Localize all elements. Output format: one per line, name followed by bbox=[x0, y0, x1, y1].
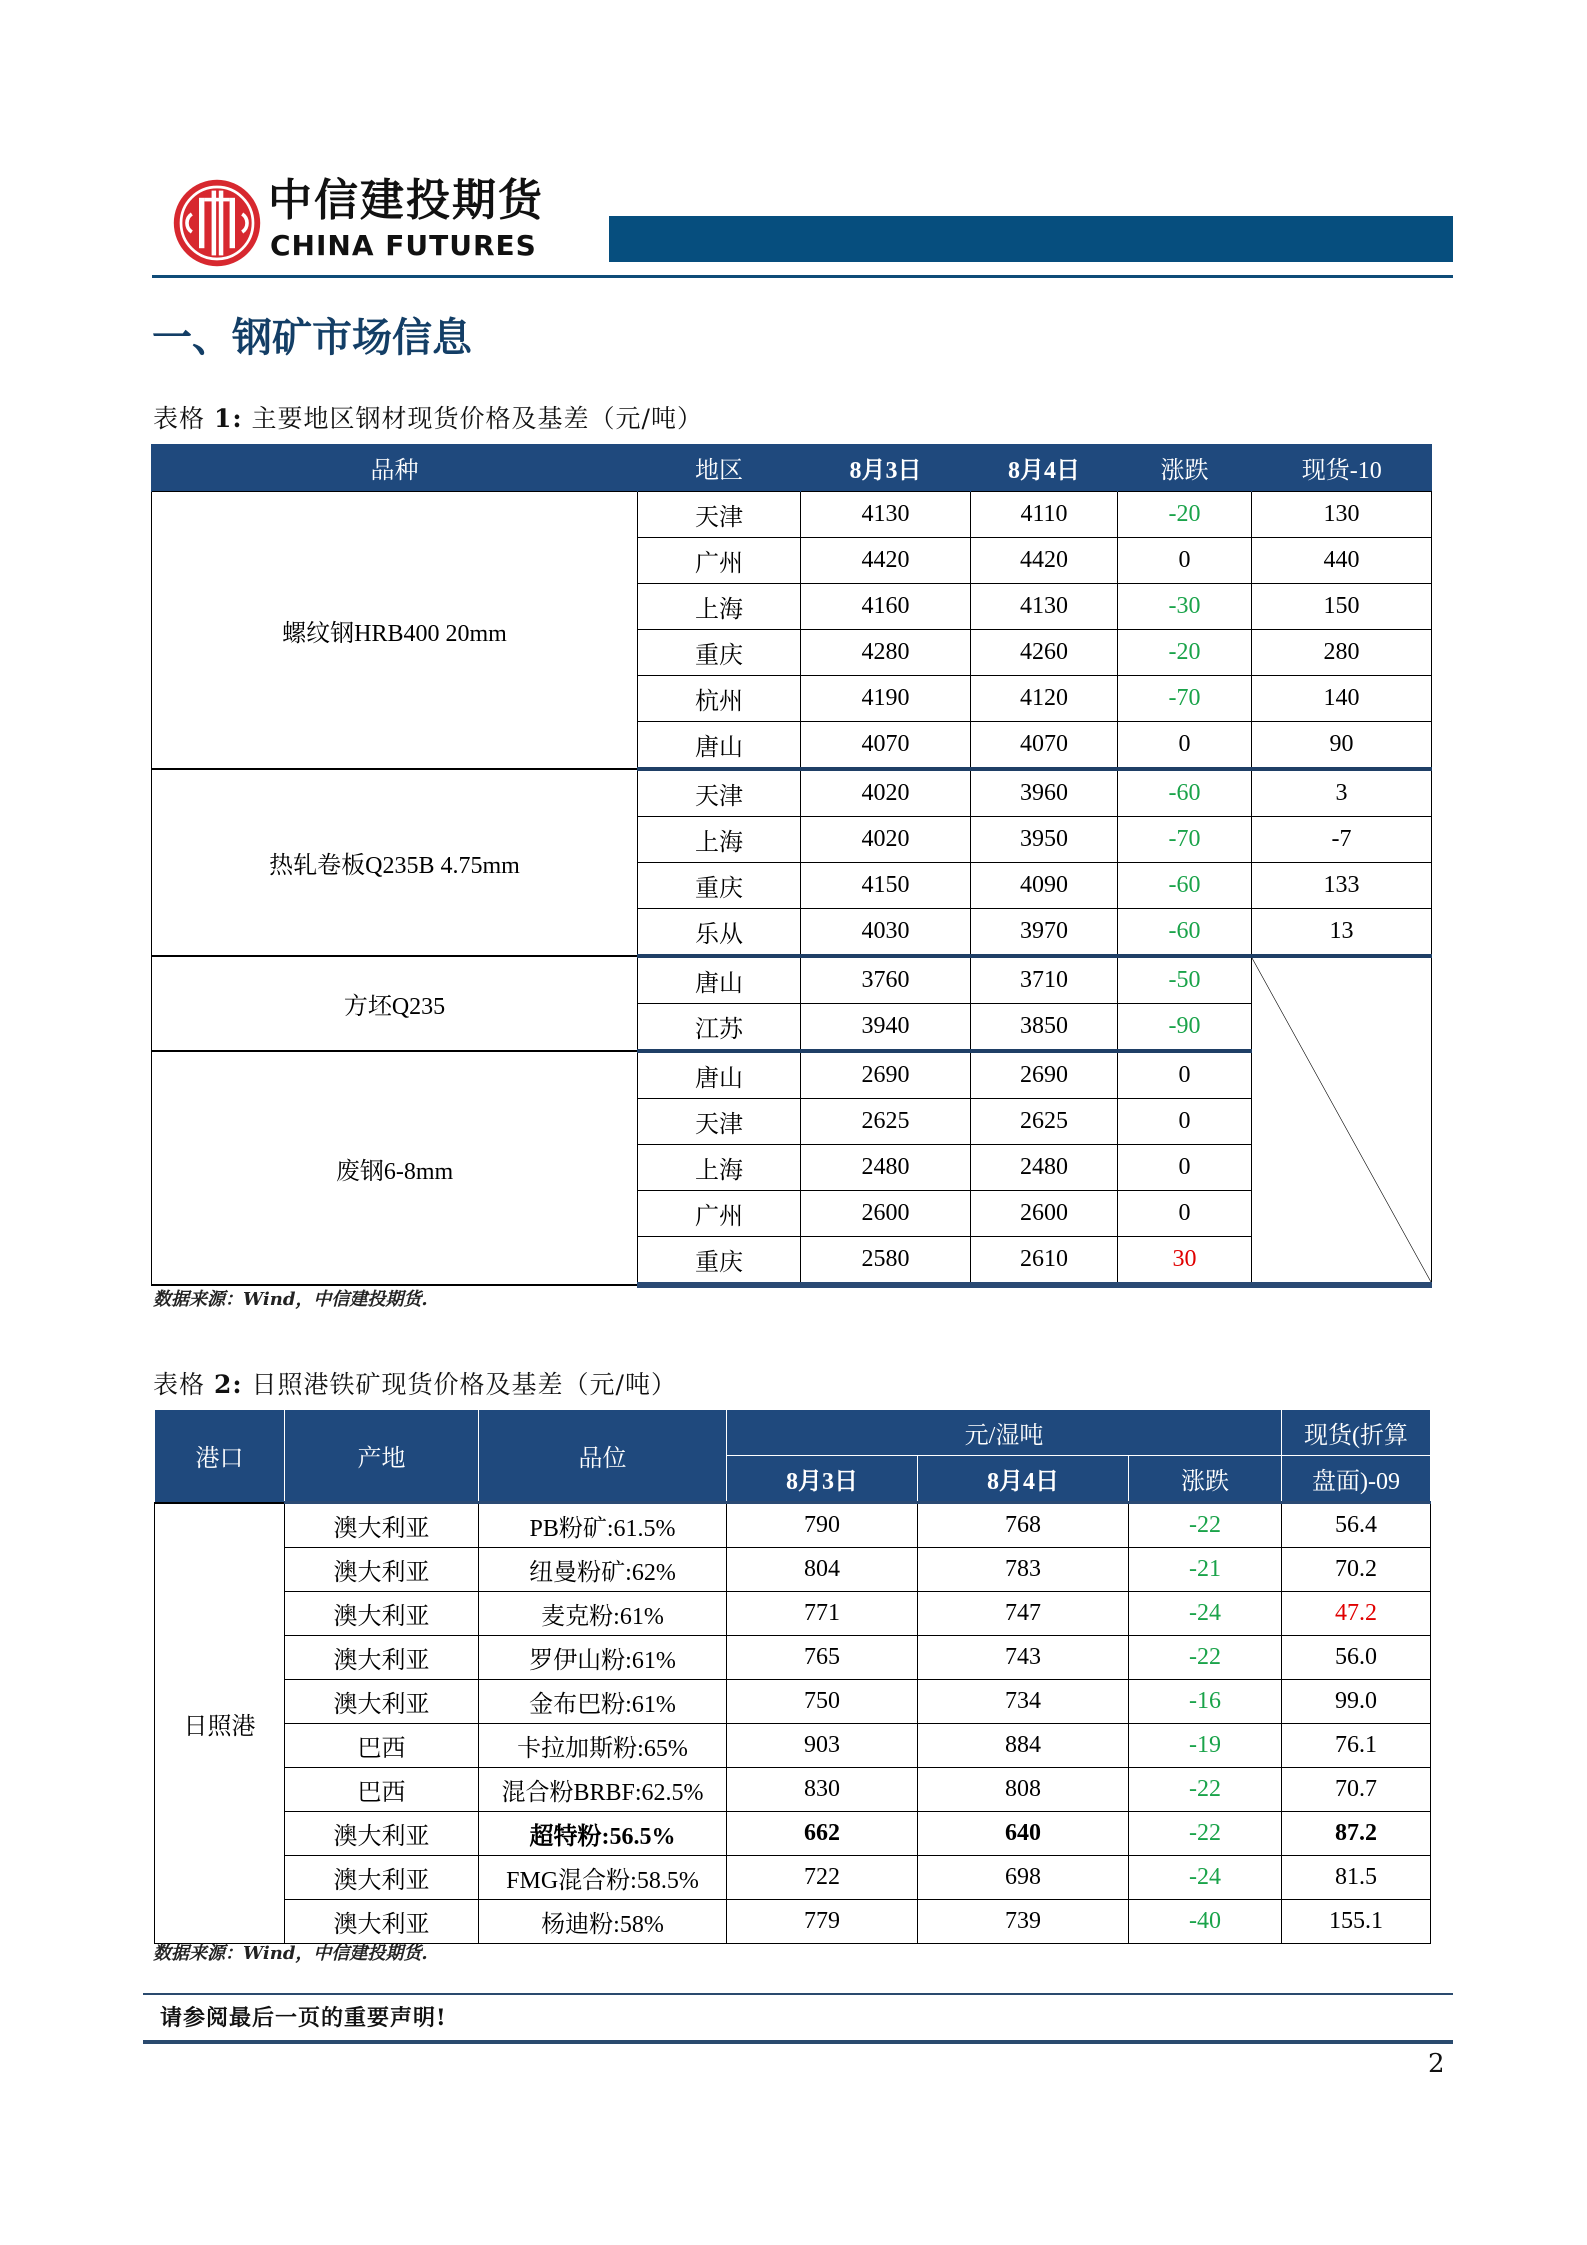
col-header-grade: 品位 bbox=[479, 1410, 727, 1503]
footer-divider-top bbox=[143, 1993, 1453, 1995]
price-date1: 765 bbox=[727, 1636, 918, 1680]
table-row bbox=[155, 1680, 1431, 1724]
price-date1: 4020 bbox=[801, 769, 971, 817]
grade-cell: 金布巴粉:61% bbox=[479, 1680, 727, 1724]
price-date2: 768 bbox=[918, 1503, 1129, 1548]
product-cell: 废钢6-8mm bbox=[152, 1051, 638, 1285]
basis-cell: -7 bbox=[1252, 817, 1432, 863]
change-cell: -19 bbox=[1129, 1724, 1282, 1768]
basis-cell: 133 bbox=[1252, 863, 1432, 909]
price-date2: 698 bbox=[918, 1856, 1129, 1900]
price-date1: 2625 bbox=[801, 1099, 971, 1145]
change-cell: -24 bbox=[1129, 1856, 1282, 1900]
price-date2: 4420 bbox=[971, 538, 1118, 584]
price-date2: 4260 bbox=[971, 630, 1118, 676]
change-cell: -60 bbox=[1118, 863, 1252, 909]
region-cell: 重庆 bbox=[638, 630, 801, 676]
price-date1: 4420 bbox=[801, 538, 971, 584]
price-date1: 3760 bbox=[801, 956, 971, 1004]
price-date1: 2600 bbox=[801, 1191, 971, 1237]
region-cell: 乐从 bbox=[638, 909, 801, 957]
price-date2: 884 bbox=[918, 1724, 1129, 1768]
origin-cell: 巴西 bbox=[285, 1768, 479, 1812]
price-date1: 750 bbox=[727, 1680, 918, 1724]
col-header-change: 涨跌 bbox=[1118, 444, 1252, 492]
table2-caption bbox=[153, 1368, 677, 1402]
region-cell: 唐山 bbox=[638, 1051, 801, 1099]
origin-cell: 澳大利亚 bbox=[285, 1592, 479, 1636]
price-date1: 4020 bbox=[801, 817, 971, 863]
section-title: 一、钢矿市场信息 bbox=[152, 315, 472, 361]
table-row bbox=[155, 1592, 1431, 1636]
price-date1: 3940 bbox=[801, 1004, 971, 1052]
price-date1: 4130 bbox=[801, 492, 971, 538]
price-date2: 734 bbox=[918, 1680, 1129, 1724]
change-cell: -22 bbox=[1129, 1636, 1282, 1680]
table1-caption bbox=[153, 402, 703, 436]
steel-spot-price-table bbox=[151, 444, 1432, 1288]
basis-cell: 56.0 bbox=[1282, 1636, 1431, 1680]
table-row bbox=[152, 492, 1432, 538]
change-cell: -30 bbox=[1118, 584, 1252, 630]
price-date2: 4130 bbox=[971, 584, 1118, 630]
change-cell: -60 bbox=[1118, 909, 1252, 957]
col-header-basis: 现货-10 bbox=[1252, 444, 1432, 492]
basis-cell: 47.2 bbox=[1282, 1592, 1431, 1636]
price-date2: 2690 bbox=[971, 1051, 1118, 1099]
origin-cell: 澳大利亚 bbox=[285, 1548, 479, 1592]
change-cell: -22 bbox=[1129, 1812, 1282, 1856]
basis-cell: 70.7 bbox=[1282, 1768, 1431, 1812]
basis-cell: 155.1 bbox=[1282, 1900, 1431, 1944]
col-header-basis-line1: 现货(折算 bbox=[1282, 1410, 1431, 1456]
grade-cell: 杨迪粉:58% bbox=[479, 1900, 727, 1944]
price-date1: 771 bbox=[727, 1592, 918, 1636]
price-date2: 4070 bbox=[971, 722, 1118, 770]
region-cell: 江苏 bbox=[638, 1004, 801, 1052]
product-cell: 热轧卷板Q235B 4.75mm bbox=[152, 769, 638, 956]
grade-cell: 卡拉加斯粉:65% bbox=[479, 1724, 727, 1768]
table-header-row bbox=[152, 444, 1432, 492]
origin-cell: 巴西 bbox=[285, 1724, 479, 1768]
change-cell: -40 bbox=[1129, 1900, 1282, 1944]
col-header-date2: 8月4日 bbox=[918, 1456, 1129, 1503]
price-date2: 2480 bbox=[971, 1145, 1118, 1191]
price-date1: 4030 bbox=[801, 909, 971, 957]
origin-cell: 澳大利亚 bbox=[285, 1812, 479, 1856]
table2-source: 数据来源：Wind，中信建投期货. bbox=[153, 1943, 428, 1964]
col-header-basis-line2: 盘面)-09 bbox=[1282, 1456, 1431, 1503]
table1-caption-prefix: 表格 bbox=[153, 404, 206, 433]
price-date2: 4110 bbox=[971, 492, 1118, 538]
price-date1: 2580 bbox=[801, 1237, 971, 1286]
region-cell: 天津 bbox=[638, 492, 801, 538]
change-cell: 0 bbox=[1118, 1099, 1252, 1145]
basis-cell: 140 bbox=[1252, 676, 1432, 722]
table-row bbox=[155, 1503, 1431, 1548]
price-date1: 779 bbox=[727, 1900, 918, 1944]
col-header-date1: 8月3日 bbox=[801, 444, 971, 492]
basis-cell: 99.0 bbox=[1282, 1680, 1431, 1724]
region-cell: 重庆 bbox=[638, 1237, 801, 1286]
disclaimer-note: 请参阅最后一页的重要声明! bbox=[160, 2005, 447, 2031]
price-date1: 903 bbox=[727, 1724, 918, 1768]
price-date1: 830 bbox=[727, 1768, 918, 1812]
price-date1: 2480 bbox=[801, 1145, 971, 1191]
origin-cell: 澳大利亚 bbox=[285, 1680, 479, 1724]
table2-caption-text: 日照港铁矿现货价格及基差（元/吨） bbox=[251, 1370, 677, 1399]
table-header-row bbox=[155, 1410, 1431, 1456]
change-cell: -50 bbox=[1118, 956, 1252, 1004]
origin-cell: 澳大利亚 bbox=[285, 1503, 479, 1548]
basis-cell: 130 bbox=[1252, 492, 1432, 538]
price-date2: 808 bbox=[918, 1768, 1129, 1812]
price-date2: 3710 bbox=[971, 956, 1118, 1004]
change-cell: -60 bbox=[1118, 769, 1252, 817]
col-header-region: 地区 bbox=[638, 444, 801, 492]
region-cell: 上海 bbox=[638, 1145, 801, 1191]
col-header-unit-group: 元/湿吨 bbox=[727, 1410, 1282, 1456]
price-date1: 2690 bbox=[801, 1051, 971, 1099]
table-row-highlighted bbox=[155, 1812, 1431, 1856]
col-header-origin: 产地 bbox=[285, 1410, 479, 1503]
table-row bbox=[152, 1051, 1432, 1099]
table-row bbox=[155, 1548, 1431, 1592]
change-cell: -22 bbox=[1129, 1768, 1282, 1812]
price-date2: 3850 bbox=[971, 1004, 1118, 1052]
price-date1: 4150 bbox=[801, 863, 971, 909]
region-cell: 上海 bbox=[638, 817, 801, 863]
table-row bbox=[155, 1724, 1431, 1768]
col-header-product: 品种 bbox=[152, 444, 638, 492]
change-cell: -90 bbox=[1118, 1004, 1252, 1052]
change-cell: 0 bbox=[1118, 1051, 1252, 1099]
grade-cell: 纽曼粉矿:62% bbox=[479, 1548, 727, 1592]
change-cell: -21 bbox=[1129, 1548, 1282, 1592]
price-date1: 804 bbox=[727, 1548, 918, 1592]
grade-cell: 超特粉:56.5% bbox=[479, 1812, 727, 1856]
price-date1: 790 bbox=[727, 1503, 918, 1548]
table-row bbox=[155, 1856, 1431, 1900]
col-header-date1: 8月3日 bbox=[727, 1456, 918, 1503]
region-cell: 天津 bbox=[638, 1099, 801, 1145]
price-date2: 3970 bbox=[971, 909, 1118, 957]
diagonal-line-icon bbox=[1252, 958, 1431, 1282]
grade-cell: PB粉矿:61.5% bbox=[479, 1503, 727, 1548]
region-cell: 杭州 bbox=[638, 676, 801, 722]
price-date2: 2610 bbox=[971, 1237, 1118, 1286]
price-date1: 4160 bbox=[801, 584, 971, 630]
basis-cell: 3 bbox=[1252, 769, 1432, 817]
col-header-port: 港口 bbox=[155, 1410, 285, 1503]
change-cell: -20 bbox=[1118, 492, 1252, 538]
change-cell: 0 bbox=[1118, 1191, 1252, 1237]
change-cell: -70 bbox=[1118, 817, 1252, 863]
basis-cell: 56.4 bbox=[1282, 1503, 1431, 1548]
price-date2: 3960 bbox=[971, 769, 1118, 817]
basis-cell: 90 bbox=[1252, 722, 1432, 770]
price-date1: 4070 bbox=[801, 722, 971, 770]
change-cell: 0 bbox=[1118, 722, 1252, 770]
table-row bbox=[155, 1900, 1431, 1944]
price-date2: 783 bbox=[918, 1548, 1129, 1592]
basis-cell: 280 bbox=[1252, 630, 1432, 676]
table-row bbox=[152, 769, 1432, 817]
price-date1: 662 bbox=[727, 1812, 918, 1856]
price-date1: 4280 bbox=[801, 630, 971, 676]
port-cell: 日照港 bbox=[155, 1503, 285, 1944]
price-date2: 4120 bbox=[971, 676, 1118, 722]
price-date2: 640 bbox=[918, 1812, 1129, 1856]
col-header-date2: 8月4日 bbox=[971, 444, 1118, 492]
product-cell: 螺纹钢HRB400 20mm bbox=[152, 492, 638, 770]
price-date1: 722 bbox=[727, 1856, 918, 1900]
basis-cell: 76.1 bbox=[1282, 1724, 1431, 1768]
change-cell: -24 bbox=[1129, 1592, 1282, 1636]
footer-divider-bottom bbox=[143, 2040, 1453, 2044]
grade-cell: 麦克粉:61% bbox=[479, 1592, 727, 1636]
change-cell: -22 bbox=[1129, 1503, 1282, 1548]
grade-cell: 罗伊山粉:61% bbox=[479, 1636, 727, 1680]
company-logo-icon bbox=[172, 178, 262, 268]
table-row bbox=[152, 956, 1432, 1004]
table-row bbox=[155, 1768, 1431, 1812]
origin-cell: 澳大利亚 bbox=[285, 1856, 479, 1900]
table1-caption-text: 主要地区钢材现货价格及基差（元/吨） bbox=[251, 404, 703, 433]
change-cell: 30 bbox=[1118, 1237, 1252, 1286]
price-date2: 747 bbox=[918, 1592, 1129, 1636]
table2-caption-num: 2: bbox=[213, 1370, 243, 1399]
change-cell: 0 bbox=[1118, 538, 1252, 584]
price-date2: 3950 bbox=[971, 817, 1118, 863]
table-row bbox=[155, 1636, 1431, 1680]
iron-ore-spot-price-table bbox=[154, 1410, 1431, 1944]
region-cell: 广州 bbox=[638, 538, 801, 584]
basis-cell: 13 bbox=[1252, 909, 1432, 957]
basis-cell: 87.2 bbox=[1282, 1812, 1431, 1856]
basis-cell: 81.5 bbox=[1282, 1856, 1431, 1900]
origin-cell: 澳大利亚 bbox=[285, 1636, 479, 1680]
price-date2: 743 bbox=[918, 1636, 1129, 1680]
price-date2: 739 bbox=[918, 1900, 1129, 1944]
table1-source: 数据来源：Wind，中信建投期货. bbox=[153, 1289, 428, 1310]
col-header-change: 涨跌 bbox=[1129, 1456, 1282, 1503]
origin-cell: 澳大利亚 bbox=[285, 1900, 479, 1944]
change-cell: -70 bbox=[1118, 676, 1252, 722]
price-date2: 2625 bbox=[971, 1099, 1118, 1145]
page-number: 2 bbox=[1428, 2049, 1445, 2079]
region-cell: 天津 bbox=[638, 769, 801, 817]
company-name-cn: 中信建投期货 bbox=[268, 175, 544, 226]
price-date2: 2600 bbox=[971, 1191, 1118, 1237]
empty-basis-diagonal-cell bbox=[1252, 956, 1432, 1285]
basis-cell: 70.2 bbox=[1282, 1548, 1431, 1592]
price-date1: 4190 bbox=[801, 676, 971, 722]
region-cell: 上海 bbox=[638, 584, 801, 630]
header-banner bbox=[609, 216, 1453, 262]
grade-cell: FMG混合粉:58.5% bbox=[479, 1856, 727, 1900]
change-cell: -16 bbox=[1129, 1680, 1282, 1724]
basis-cell: 440 bbox=[1252, 538, 1432, 584]
change-cell: 0 bbox=[1118, 1145, 1252, 1191]
company-name-en: CHINA FUTURES bbox=[270, 229, 537, 262]
region-cell: 重庆 bbox=[638, 863, 801, 909]
header-divider bbox=[152, 275, 1453, 278]
table2-caption-prefix: 表格 bbox=[153, 1370, 206, 1399]
grade-cell: 混合粉BRBF:62.5% bbox=[479, 1768, 727, 1812]
region-cell: 唐山 bbox=[638, 722, 801, 770]
region-cell: 广州 bbox=[638, 1191, 801, 1237]
product-cell: 方坯Q235 bbox=[152, 956, 638, 1051]
region-cell: 唐山 bbox=[638, 956, 801, 1004]
table1-caption-num: 1: bbox=[213, 404, 243, 433]
price-date2: 4090 bbox=[971, 863, 1118, 909]
basis-cell: 150 bbox=[1252, 584, 1432, 630]
change-cell: -20 bbox=[1118, 630, 1252, 676]
